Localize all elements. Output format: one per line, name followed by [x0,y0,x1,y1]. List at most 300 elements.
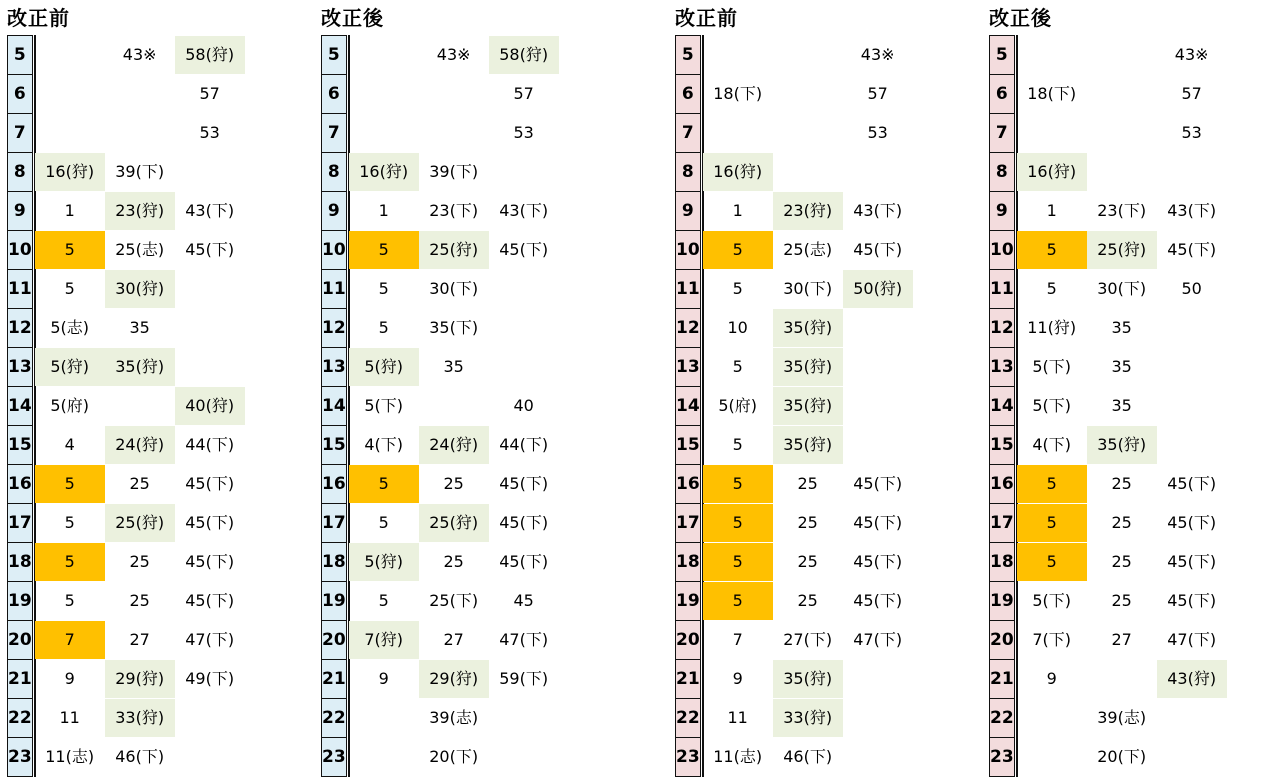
hour-cell: 11 [676,270,702,309]
departure-minute: 4 [64,435,75,454]
departure-minute: 25 [129,552,150,571]
table-row [990,582,1018,621]
departure-minute: 1 [378,201,389,220]
departure-minute: 43(下) [185,201,235,220]
departure-minute: 5 [732,279,743,298]
departure-minute: 40(狩) [175,387,245,425]
departure-minute: 25 [797,591,818,610]
table-row [990,75,1018,114]
departure-minute: 33(狩) [773,699,843,737]
table-row [676,699,704,738]
departure-minute: 43(下) [499,201,549,220]
hour-cell: 16 [676,465,702,504]
table-row [322,543,350,582]
table-row [8,348,36,387]
hour-cell: 5 [8,36,34,75]
hour-cell: 23 [990,738,1016,777]
departure-minute [175,348,245,386]
departure-minute: 25 [1111,513,1132,532]
departure-minute: 25(下) [429,591,479,610]
departure-minute: 58(狩) [489,36,559,74]
departure-minute [773,153,843,191]
departure-minute: 25 [1111,591,1132,610]
table-row [322,738,350,777]
minutes-cell [1015,75,1202,114]
departure-minute: 35(狩) [773,426,843,464]
departure-minute: 25 [797,513,818,532]
table-row [676,660,704,699]
departure-minute: 5 [378,318,389,337]
departure-minute: 35(狩) [773,660,843,698]
hour-cell: 16 [8,465,34,504]
departure-minute: 5 [378,513,389,532]
departure-minute: 16(狩) [349,153,419,191]
table-row [676,153,704,192]
minutes-cell [701,36,895,75]
hour-cell: 17 [676,504,702,543]
departure-minute: 35 [129,318,150,337]
departure-minute [843,660,913,698]
table-row [990,231,1018,270]
minutes-cell [33,426,235,465]
table-row [676,621,704,660]
timetable [989,35,1217,777]
hour-cell: 21 [322,660,348,699]
departure-minute: 5 [732,435,743,454]
table-row [676,582,704,621]
minutes-cell [347,660,549,699]
minutes-cell [701,699,833,738]
table-row [676,270,704,309]
departure-minute: 16(狩) [703,153,773,191]
minutes-cell [1015,543,1217,582]
minutes-cell [1015,582,1217,621]
minutes-cell [701,153,763,192]
minutes-cell [347,387,534,426]
departure-minute: 57 [1181,84,1202,103]
departure-minute: 57 [867,84,888,103]
departure-minute: 43(狩) [1157,660,1227,698]
minutes-cell [701,309,833,348]
minutes-cell [33,348,165,387]
minutes-cell [347,621,549,660]
departure-minute: 29(狩) [105,660,175,698]
departure-minute: 10 [727,318,748,337]
hour-cell: 22 [676,699,702,738]
departure-minute: 25(志) [115,240,165,259]
departure-minute: 46(下) [783,747,833,766]
departure-minute: 27 [1111,630,1132,649]
departure-minute: 35 [1111,396,1132,415]
table-row [322,231,350,270]
departure-minute [175,153,245,191]
table-row [676,543,704,582]
minutes-cell [347,582,534,621]
minutes-cell [347,114,534,153]
departure-minute: 11 [59,708,80,727]
departure-minute: 53 [867,123,888,142]
departure-minute [703,36,773,74]
departure-minute [843,387,913,425]
departure-minute: 5(志) [50,318,89,337]
hour-cell: 14 [676,387,702,426]
table-row [990,153,1018,192]
departure-minute: 11(志) [45,747,95,766]
minutes-cell [347,231,549,270]
panel-title: 改正後 [989,6,1052,30]
table-row [322,348,350,387]
departure-minute [489,309,559,347]
departure-minute: 5 [64,591,75,610]
departure-minute: 5 [703,231,773,269]
departure-minute: 35(狩) [1087,426,1157,464]
departure-minute: 30(下) [1097,279,1147,298]
departure-minute: 39(下) [115,162,165,181]
table-row [990,36,1018,75]
departure-minute: 5 [1017,465,1087,503]
departure-minute: 53 [513,123,534,142]
minutes-cell [701,348,833,387]
departure-minute: 25 [443,474,464,493]
hour-cell: 8 [676,153,702,192]
hour-cell: 17 [322,504,348,543]
departure-minute: 45(下) [185,552,235,571]
departure-minute: 57 [513,84,534,103]
departure-minute: 5 [1017,543,1087,581]
hour-cell: 19 [8,582,34,621]
departure-minute: 25 [797,552,818,571]
hour-cell: 22 [8,699,34,738]
departure-minute: 45(下) [1167,474,1217,493]
table-row [990,270,1018,309]
hour-cell: 23 [676,738,702,777]
departure-minute [349,738,419,776]
table-row [322,699,350,738]
departure-minute [349,114,419,152]
hour-cell: 8 [322,153,348,192]
departure-minute [489,270,559,308]
departure-minute: 7 [732,630,743,649]
departure-minute [349,699,419,737]
hour-cell: 12 [322,309,348,348]
minutes-cell [1015,426,1147,465]
table-row [990,426,1018,465]
minutes-cell [1015,504,1217,543]
hour-cell: 14 [8,387,34,426]
table-row [8,309,36,348]
departure-minute: 43※ [436,45,471,64]
departure-minute: 43※ [122,45,157,64]
table-row [676,75,704,114]
hour-cell: 20 [676,621,702,660]
departure-minute [175,309,245,347]
departure-minute: 47(下) [853,630,903,649]
departure-minute: 9 [64,669,75,688]
departure-minute: 27(下) [783,630,833,649]
hour-cell: 11 [990,270,1016,309]
minutes-cell [347,465,549,504]
table-row [8,387,36,426]
minutes-cell [33,621,235,660]
table-row [8,465,36,504]
minutes-cell [347,192,549,231]
departure-minute: 45(下) [853,240,903,259]
minutes-cell [701,114,888,153]
table-row [8,231,36,270]
hour-cell: 21 [990,660,1016,699]
hour-cell: 14 [322,387,348,426]
departure-minute: 59(下) [499,669,549,688]
table-row [8,426,36,465]
departure-minute: 35 [443,357,464,376]
departure-minute [1087,75,1157,113]
departure-minute [175,270,245,308]
panel-title: 改正後 [321,6,384,30]
departure-minute: 20(下) [429,747,479,766]
departure-minute: 45(下) [853,474,903,493]
table-row [8,699,36,738]
table-row [676,231,704,270]
table-row [8,621,36,660]
hour-cell: 10 [8,231,34,270]
departure-minute: 25(狩) [419,504,489,542]
hour-cell: 15 [8,426,34,465]
departure-minute: 24(狩) [419,426,489,464]
hour-cell: 22 [322,699,348,738]
minutes-cell [347,738,479,777]
minutes-cell [33,36,235,75]
departure-minute: 5(狩) [349,348,419,386]
departure-minute: 5(狩) [349,543,419,581]
departure-minute: 5 [732,357,743,376]
minutes-cell [701,231,903,270]
departure-minute: 23(下) [429,201,479,220]
minutes-cell [701,621,903,660]
hour-cell: 23 [8,738,34,777]
departure-minute: 1 [1046,201,1057,220]
minutes-cell [701,738,833,777]
departure-minute: 5 [378,279,389,298]
table-row [8,504,36,543]
departure-minute [1157,153,1227,191]
departure-minute: 1 [64,201,75,220]
departure-minute [35,75,105,113]
departure-minute: 5 [1046,279,1057,298]
departure-minute: 5 [349,231,419,269]
hour-cell: 19 [322,582,348,621]
departure-minute [1157,387,1227,425]
hour-cell: 9 [676,192,702,231]
table-row [990,387,1018,426]
minutes-cell [1015,387,1132,426]
table-row [322,309,350,348]
minutes-cell [701,465,903,504]
departure-minute [1157,348,1227,386]
departure-minute: 5 [703,543,773,581]
minutes-cell [1015,309,1132,348]
table-row [676,114,704,153]
table-row [676,348,704,387]
departure-minute [1157,309,1227,347]
minutes-cell [1015,114,1202,153]
table-row [990,738,1018,777]
departure-minute: 30(下) [429,279,479,298]
hour-cell: 14 [990,387,1016,426]
hour-cell: 8 [990,153,1016,192]
panel-title: 改正前 [675,6,738,30]
minutes-cell [347,504,549,543]
table-row [8,543,36,582]
table-row [990,192,1018,231]
hour-cell: 9 [8,192,34,231]
hour-cell: 15 [322,426,348,465]
departure-minute: 45(下) [1167,591,1217,610]
table-row [676,504,704,543]
table-row [322,153,350,192]
minutes-cell [33,738,165,777]
departure-minute: 29(狩) [419,660,489,698]
hour-cell: 17 [8,504,34,543]
departure-minute [843,426,913,464]
departure-minute: 11(狩) [1027,318,1077,337]
departure-minute [349,36,419,74]
hour-cell: 13 [990,348,1016,387]
departure-minute: 45(下) [499,240,549,259]
departure-minute: 23(下) [1097,201,1147,220]
departure-minute: 5 [703,465,773,503]
table-row [322,504,350,543]
hour-cell: 16 [990,465,1016,504]
minutes-cell [33,309,150,348]
minutes-cell [347,348,464,387]
hour-cell: 13 [8,348,34,387]
minutes-cell [347,153,479,192]
departure-minute [1017,699,1087,737]
departure-minute [1157,426,1227,464]
minutes-cell [33,660,235,699]
departure-minute: 9 [1046,669,1057,688]
hour-cell: 10 [322,231,348,270]
departure-minute [419,114,489,152]
minutes-cell [1015,231,1217,270]
departure-minute: 5 [35,231,105,269]
departure-minute: 30(下) [783,279,833,298]
table-row [990,699,1018,738]
departure-minute: 57 [199,84,220,103]
table-row [8,36,36,75]
departure-minute [773,114,843,152]
departure-minute: 5 [35,543,105,581]
departure-minute: 5(府) [50,396,89,415]
table-row [8,660,36,699]
table-row [990,465,1018,504]
panel-title: 改正前 [7,6,70,30]
departure-minute [773,75,843,113]
hour-cell: 6 [990,75,1016,114]
hour-cell: 5 [676,36,702,75]
minutes-cell [1015,699,1147,738]
table-row [322,192,350,231]
departure-minute: 58(狩) [175,36,245,74]
departure-minute: 5 [378,591,389,610]
departure-minute: 35(狩) [105,348,175,386]
hour-cell: 8 [8,153,34,192]
departure-minute [349,75,419,113]
departure-minute [35,114,105,152]
departure-minute: 50(狩) [843,270,913,308]
departure-minute: 5 [703,582,773,620]
departure-minute: 53 [199,123,220,142]
minutes-cell [701,426,833,465]
departure-minute [1087,153,1157,191]
departure-minute: 9 [732,669,743,688]
departure-minute: 39(下) [429,162,479,181]
minutes-cell [1015,465,1217,504]
table-row [322,660,350,699]
hour-cell: 23 [322,738,348,777]
table-row [676,309,704,348]
departure-minute: 5 [1017,504,1087,542]
departure-minute: 43(下) [853,201,903,220]
departure-minute: 5 [64,279,75,298]
table-row [322,621,350,660]
departure-minute: 27 [129,630,150,649]
minutes-cell [33,582,235,621]
departure-minute: 43※ [1174,45,1209,64]
hour-cell: 7 [322,114,348,153]
departure-minute: 7(下) [1032,630,1071,649]
departure-minute: 39(志) [1097,708,1147,727]
departure-minute: 35 [1111,318,1132,337]
hour-cell: 21 [8,660,34,699]
minutes-cell [33,231,235,270]
departure-minute [489,699,559,737]
hour-cell: 6 [322,75,348,114]
departure-minute: 25 [443,552,464,571]
table-row [676,192,704,231]
minutes-cell [1015,660,1217,699]
departure-minute [419,387,489,425]
departure-minute [489,348,559,386]
table-row [322,36,350,75]
table-row [676,387,704,426]
hour-cell: 7 [676,114,702,153]
table-row [676,36,704,75]
table-row [8,270,36,309]
departure-minute [105,114,175,152]
departure-minute: 5(下) [1032,357,1071,376]
minutes-cell [347,699,479,738]
departure-minute: 40 [513,396,534,415]
minutes-cell [33,543,235,582]
departure-minute: 33(狩) [105,699,175,737]
departure-minute: 18(下) [1027,84,1077,103]
departure-minute: 25 [129,591,150,610]
departure-minute [1087,36,1157,74]
departure-minute: 5 [349,465,419,503]
departure-minute: 16(狩) [35,153,105,191]
departure-minute [773,36,843,74]
departure-minute: 5(狩) [35,348,105,386]
table-row [990,621,1018,660]
departure-minute: 35(下) [429,318,479,337]
table-row [8,75,36,114]
hour-cell: 17 [990,504,1016,543]
table-row [990,309,1018,348]
table-row [990,504,1018,543]
hour-cell: 15 [990,426,1016,465]
minutes-cell [701,75,888,114]
